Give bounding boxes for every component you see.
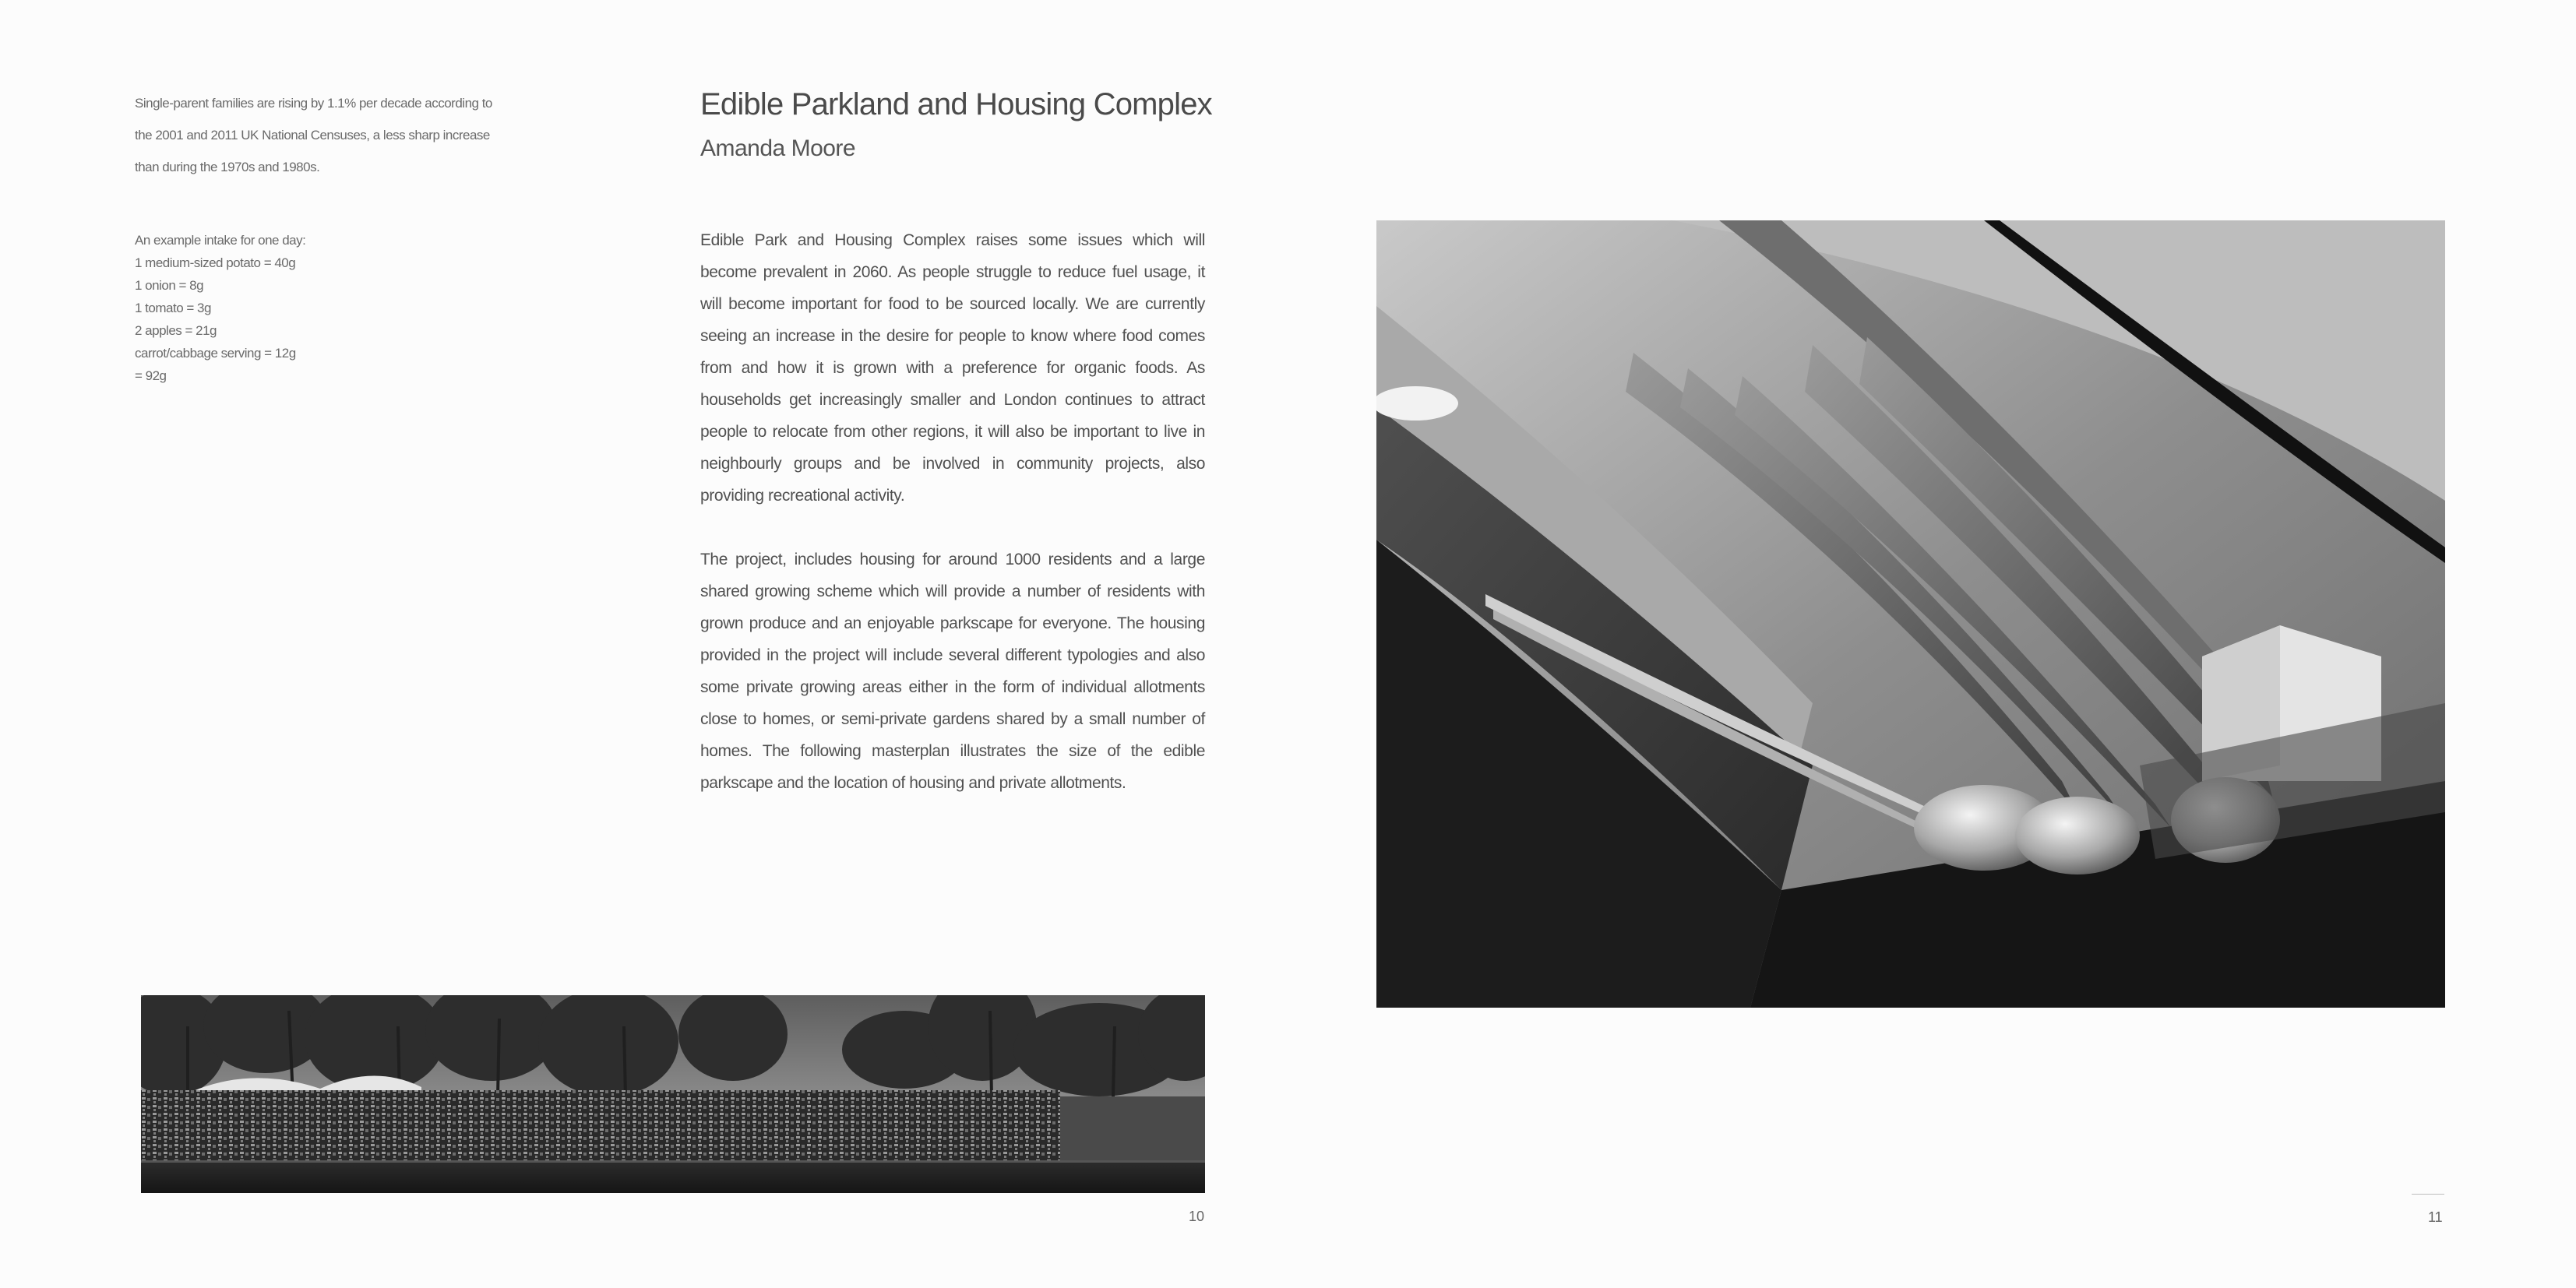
article-title: Edible Parkland and Housing Complex — [700, 87, 1212, 121]
intake-line: 1 onion = 8g — [135, 278, 204, 293]
render-graphic — [1376, 220, 2445, 1008]
panorama-photo — [141, 995, 1205, 1193]
page-number-rule — [2412, 1194, 2444, 1195]
article-author: Amanda Moore — [700, 135, 856, 161]
page-number: 11 — [2428, 1209, 2443, 1225]
page-number: 10 — [1189, 1209, 1205, 1224]
side-note-line: than during the 1970s and 1980s. — [135, 160, 320, 174]
side-note-line: the 2001 and 2011 UK National Censuses, a less sharp increase — [135, 128, 490, 143]
article-body — [700, 224, 1205, 831]
side-note — [135, 87, 524, 183]
article-paragraph: Edible Park and Housing Complex raises some issues which will become prevalent in 2060. As people struggle to reduce fuel usage, it will become important for food to be sourced locally. We are currently seeing an increase in the desire for people to know where food comes from and how it is grown with a preference for organic foods. As households get increasingly smaller and London continues to attract people to relocate from other regions, it will also be important to live in neighbourly groups and be involved in community projects, also providing recreational activity. — [700, 231, 1205, 505]
article-paragraph: The project, includes housing for around 1000 residents and a large shared growing scheme which will provide a number of residents with grown produce and an enjoyable parkscape for everyone. The housing provided in the project will include several different typologies and also some private growing areas either in the form of individual allotments close to homes, or semi-private gardens shared by a small number of homes. The following masterplan illustrates the size of the edible parkscape and the location of housing and private allotments. — [700, 551, 1205, 792]
side-note-line: Single-parent families are rising by 1.1% per decade according to — [135, 96, 492, 111]
intake-line: An example intake for one day: — [135, 233, 306, 248]
intake-line: 2 apples = 21g — [135, 323, 217, 338]
intake-line: 1 tomato = 3g — [135, 301, 211, 315]
architectural-render — [1376, 220, 2445, 1008]
intake-line: 1 medium-sized potato = 40g — [135, 255, 296, 270]
intake-line: carrot/cabbage serving = 12g — [135, 346, 296, 361]
panorama-graphic — [141, 995, 1205, 1193]
intake-line: = 92g — [135, 368, 167, 383]
intake-list — [135, 229, 415, 387]
